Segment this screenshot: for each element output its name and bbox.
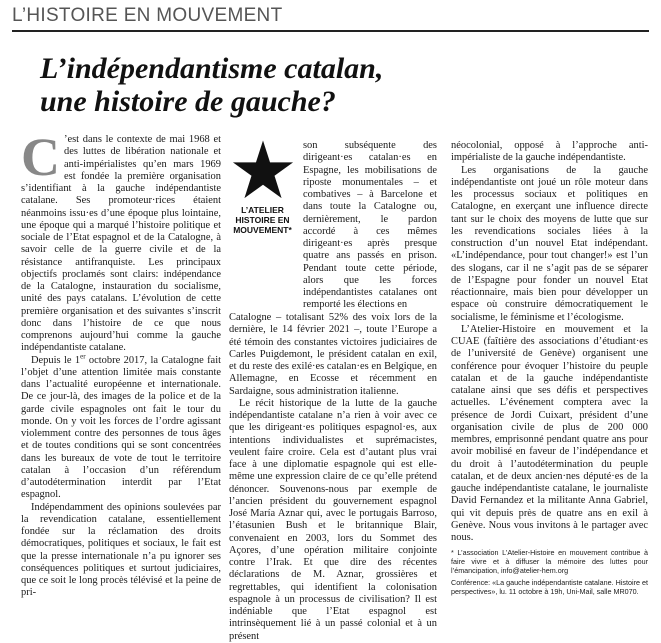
logo-line-1: L’ATELIER [241, 205, 284, 215]
logo-line-2: HISTOIRE EN [235, 215, 290, 225]
column-2 [229, 312, 437, 643]
column-2-top-text: son subséquente des dirigeant·es catalan·es en Espagne, les mobilisations de riposte monumentales – et combatives – à Barcelone et dans toute la Catalogne ou, dernièrement, le pardon accordé à ces mêmes dirigeant·es après presque quatre ans passés en prison. Pendant toute cette période, alors que les forces indépendantistes catalanes ont remporté les élections en [303, 140, 437, 311]
headline-line-1: L’indépendantisme catalan, [40, 52, 384, 85]
logo-line-3: MOUVEMENT* [233, 225, 292, 235]
star-icon [231, 138, 295, 202]
paragraph-3: Indépendamment des opinions soulevées par la revendication catalane, essentiellement fondée sur la réclamation des droits démocratiques, politiques et sociaux, le fait est que la presse internationale n’a pu ignorer ses conséquences politiques et surtout judiciaires, que ce soit le long procès télévisé et la peine de pri- [21, 501, 221, 599]
dropcap-letter: C [21, 127, 60, 187]
rubric-label: L’HISTOIRE EN MOUVEMENT [12, 5, 283, 26]
footnote-association: * L’association L’Atelier-Histoire en mouvement contribue à faire vivre et à diffuser la mémoire des luttes pour l’émancipation, info@atelier-hem.org [451, 548, 648, 576]
logo-caption [225, 205, 300, 235]
paragraph-6-end: néocolonial, opposé à l’approche anti-impérialiste de la gauche indépendantiste. [451, 140, 648, 164]
paragraph-4-rest: Catalogne – totalisant 52% des voix lors de la dernière, le 14 février 2021 –, toute l’Europe a été témoin des constantes victoires judiciaires de Carles Puigdemont, le président catalan en exil, et du reste des exilé·es catalan·es en Belgique, en Allemagne, en Ecosse et récemment en Sardaigne, sous administration italienne. [229, 312, 437, 397]
footnote-conference: Conférence: «La gauche indépendantiste catalane. Histoire et perspectives», lu. 11 octobre à 19h, Uni-Mail, salle MR070. [451, 578, 648, 597]
paragraph-2 [21, 352, 221, 502]
paragraph-2-rest: octobre 2017, la Catalogne fait l’objet d’une attention limitée mais constante dans l’actualité européenne et internationale. De ce jour-là, des images de la police et de la garde civile espagnoles ont fait le tour du monde. On y voit les forces de l’ordre agissant violemment contre des personnes de tous âges et de toutes conditions qui se sont concentrées dans les bureaux de vote de tout le territoire catalan à l’occasion d’un référendum d’autodétermination interdit par l’Etat espagnol. [21, 354, 221, 501]
ordinal-superscript: er [80, 352, 86, 361]
paragraph-5: Le récit historique de la lutte de la gauche indépendantiste catalane n’a rien à voir avec ce que les dirigeant·es politiques espagnol·es, aux intentions individualistes et suprémacistes, veulent faire croire. Cela est d’autant plus vrai face à une diplomatie espagnole qui est elle-même une expression claire de ce qu’elle prétend dénoncer. Souvenons-nous par exemple de l’ancien président du gouvernement espagnol José María Aznar qui, avec le portugais Barroso, l’étasunien Bush et le britannique Blair, convenaient en 2003, lors du Sommet des Açores, d’une opération militaire conjointe contre l’Irak. Et que dire des récentes déclarations de M. Aznar, grossières et regrettables, qui identifient la colonisation espagnole à un processus de civilisation? Il est indéniable que l’Etat espagnol est intrinsèquement lié à un passé colonial et à un présent [229, 397, 437, 642]
headline-line-2: une histoire de gauche? [40, 85, 336, 118]
atelier-logo [225, 138, 300, 273]
column-2-top [303, 140, 437, 312]
rubric-divider [12, 30, 649, 32]
column-1 [21, 127, 221, 600]
article-headline [40, 52, 640, 118]
paragraph-7: Les organisations de la gauche indépendantiste ont joué un rôle moteur dans les processus sociaux et politiques en Catalogne, en exerçant une influence directe tant sur le choix des moyens de lutte que sur les revendications sociales liées à la construction d’un nouvel Etat indépendant. «L’indépendance, pour tout changer!» est l’un des slogans, car il ne s’agit pas de se séparer de l’Espagne pour fonder un nouvel Etat réactionnaire, mais bien pour développer un espace où construire démocratiquement le socialisme, le féminisme et l’écologisme. [451, 164, 648, 323]
paragraph-2-start: Depuis le 1 [31, 354, 81, 366]
intro-text: ’est dans le contexte de mai 1968 et des luttes de libération nationale et anti-impérialistes qu’en mars 1969 est fondée la première organisation s’identifiant à la gauche indépendantiste catalane. Ses promoteur·rices étaient néanmoins issu·es d’une époque plus lointaine, une époque qui a marqué l’histoire politique et sociale de l’Etat espagnol et de la Catalogne, à savoir celle de la guerre civile et de la résistance antifranquiste. Les principaux objectifs proclamés sont clairs: indépendance de la Catalogne, instauration du socialisme, unité des pays catalans. L’évolution de cette première organisation et des suivantes s’inscrit donc dans l’histoire de ce que nous comprenons aujourd’hui comme la gauche indépendantiste catalane. [21, 134, 221, 354]
intro-paragraph [21, 127, 221, 355]
column-3 [451, 140, 648, 596]
section-rubric [12, 5, 649, 27]
paragraph-8: L’Atelier-Histoire en mouvement et la CUAE (faîtière des associations d’étudiant·es de l’université de Genève) organisent une conférence pour évoquer l’histoire du peuple catalan et de la gauche indépendantiste catalane ainsi que ses défis et perspectives actuelles. L’événement comptera avec la présence de Jordi Cuixart, président d’une organisation civile de plus de 200 000 membres, emprisonné pendant quatre ans pour avoir mobilisé en faveur de l’indépendance et du droit à l’autodétermination du peuple catalan, et de deux ancien·nes député·es de la gauche indépendantiste catalane, le journaliste David Fernandez et la militante Anna Gabriel, qui vit depuis près de quatre ans en exil à Genève. Nous vous invitons à le partager avec nous. [451, 323, 648, 543]
